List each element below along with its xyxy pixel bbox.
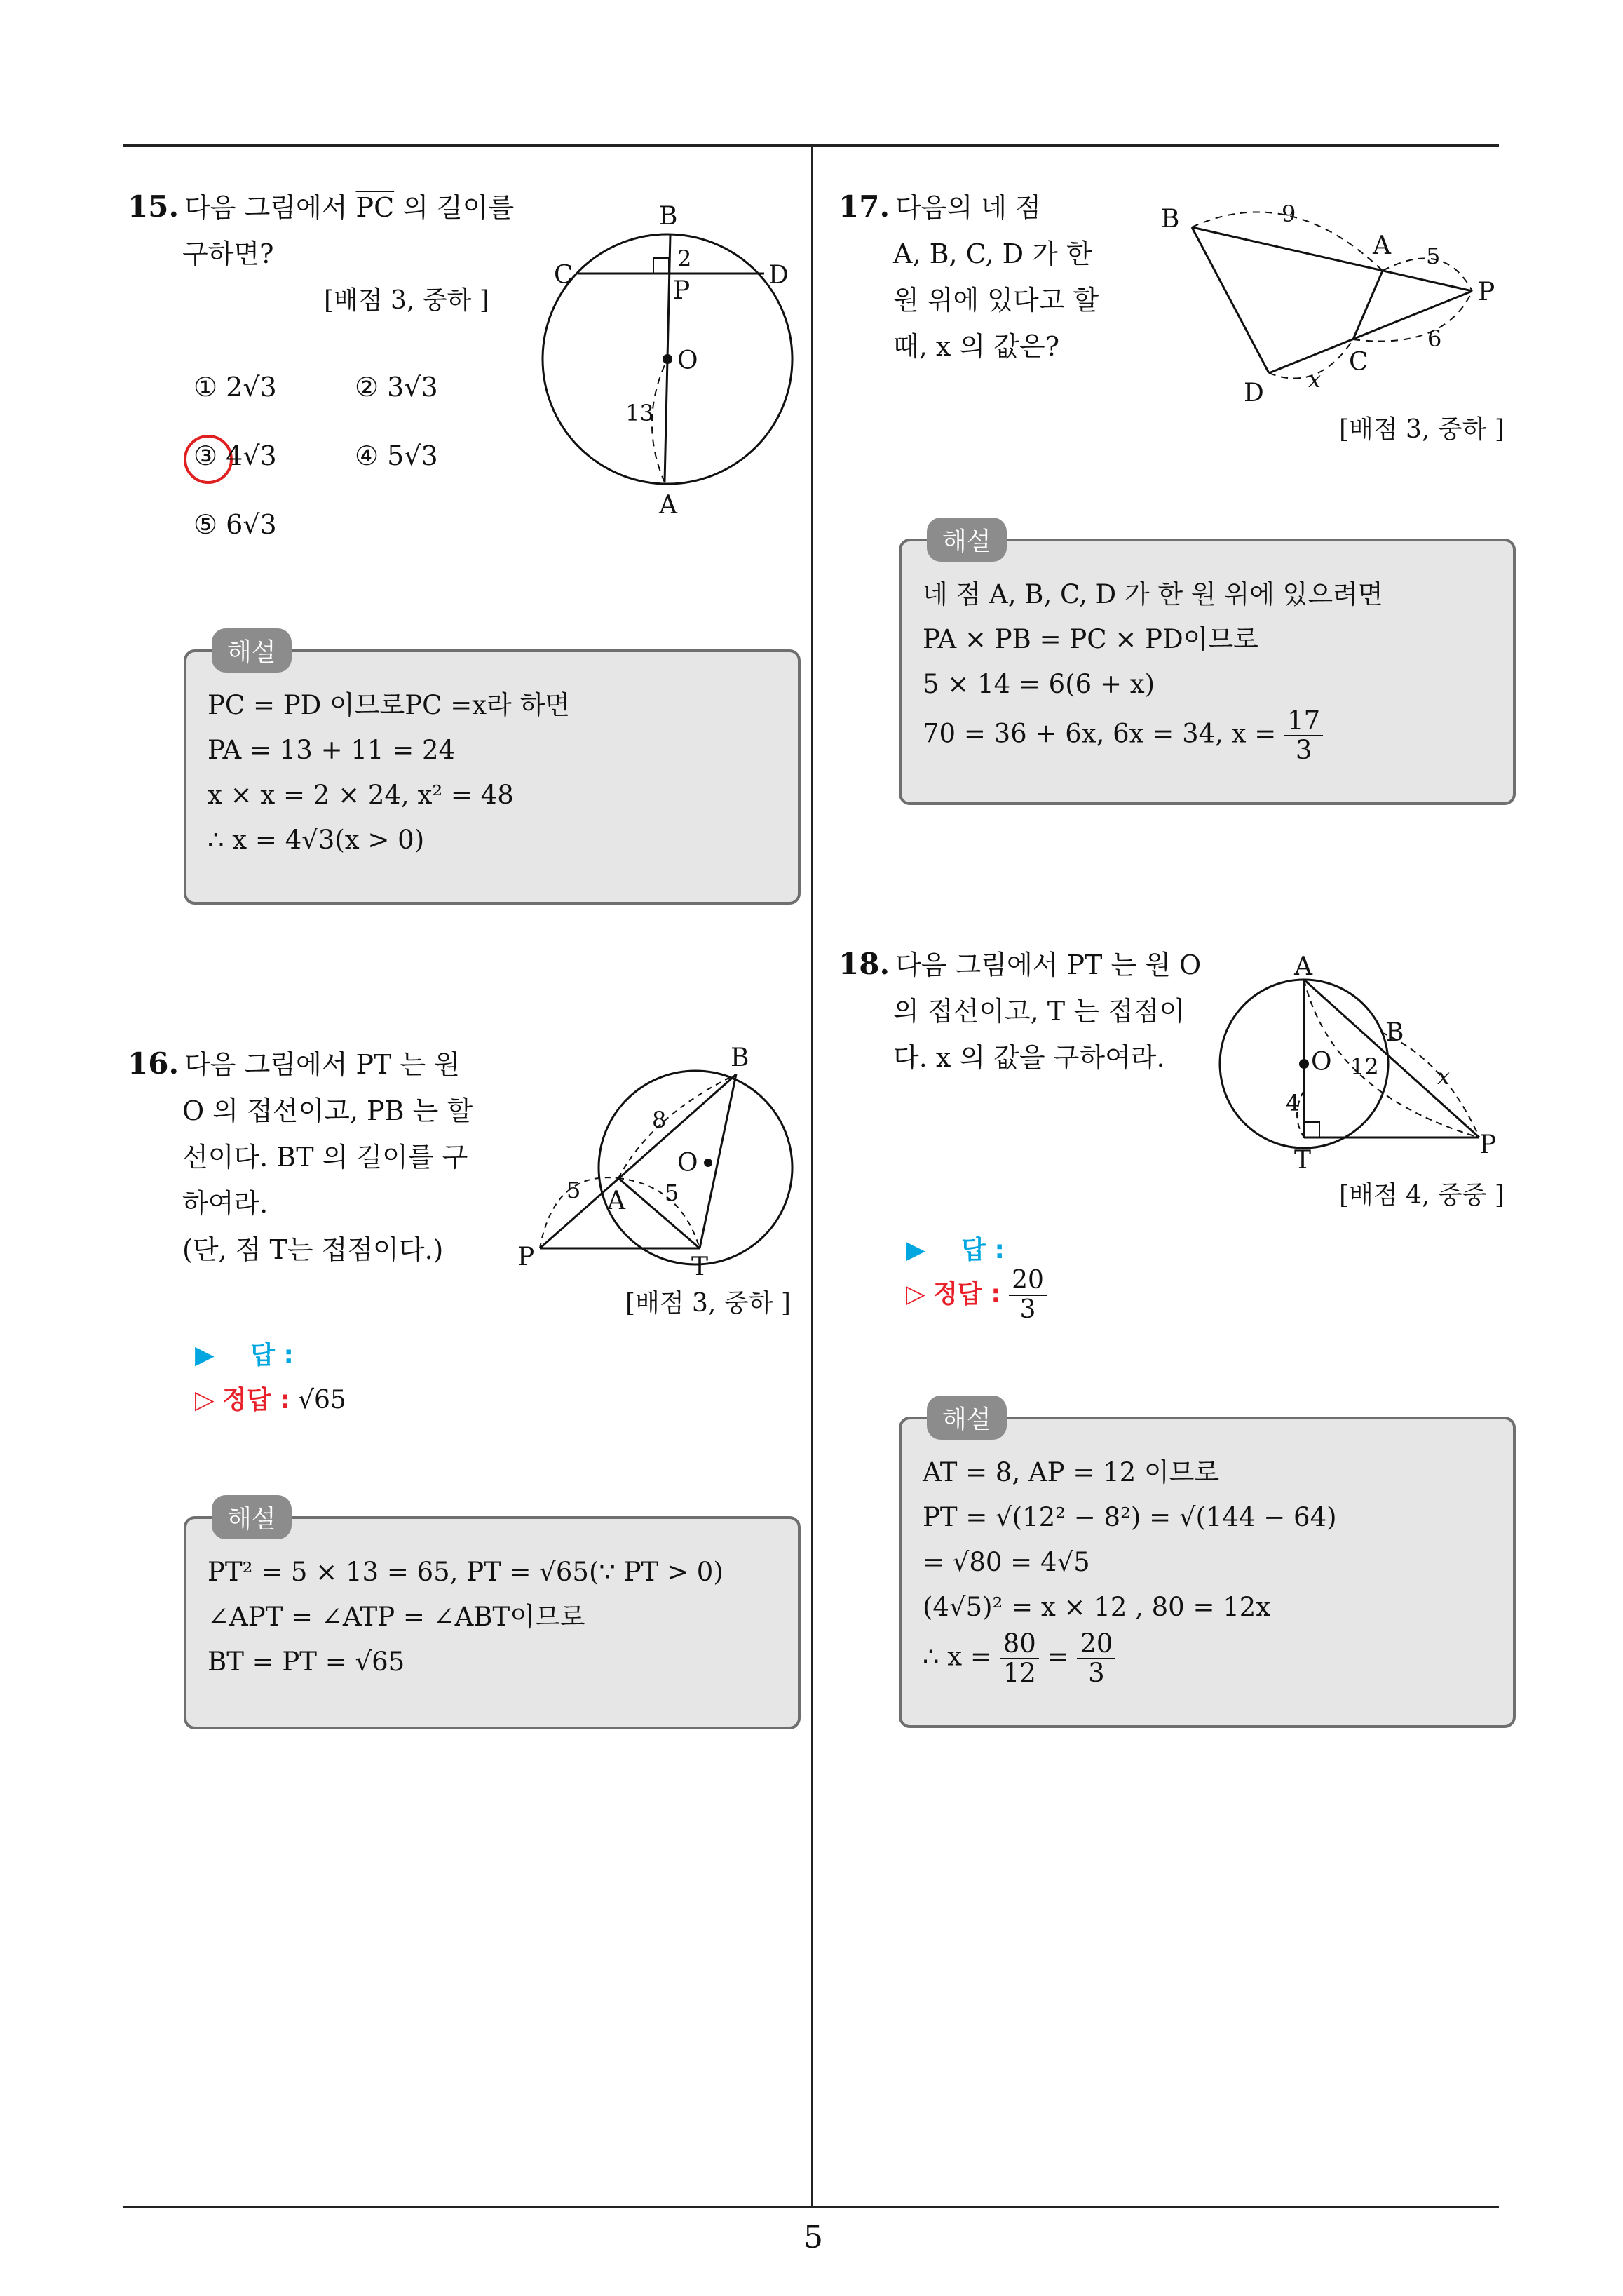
label-D: D [1244,379,1264,407]
choice-4[interactable]: ④ 5√3 [355,440,438,471]
label-P: P [673,276,691,305]
label-A: A [607,1187,625,1215]
label-C: C [554,261,573,290]
score-17: [배점 3, 중하 ] [1339,415,1505,444]
label-A: A [659,491,677,520]
label-O: O [677,346,698,375]
solution-lines: PT² = 5 × 13 = 65, PT = √65(∵ PT > 0) ∠APT = ∠ATP = ∠ABT이므로 BT = PT = √65 [208,1557,724,1677]
length-6: 6 [1427,325,1442,352]
question-15: 15. 다음 그림에서 $\overline{PC}$ 의 길이를 구하면? [128,189,515,269]
outline-play-icon: ▷ [906,1280,925,1309]
length-13: 13 [625,400,654,426]
length-5-at: 5 [665,1180,679,1206]
bottom-rule [123,2206,1499,2208]
length-2: 2 [677,245,692,272]
label-P: P [1478,278,1495,306]
label-D: D [768,261,789,290]
label-O: O [1311,1048,1332,1076]
figure-15 [533,196,813,526]
figure-18 [1213,954,1507,1185]
solution-lines: AT = 8, AP = 12 이므로 PT = √(12² − 8²) = √(144 − 64) = √80 = 4√5 (4√5)² = x × 12 , 80 = 12x ∴ x = $\frac{80}{12}$ = $\frac{20}{3}$ [923,1457,1337,1688]
label-B: B [1161,205,1180,234]
choice-2[interactable]: ② 3√3 [355,372,438,403]
solution-lines: PC = PD 이므로PC =x라 하면 PA = 13 + 11 = 24 x × x = 2 × 24, x² = 48 ∴ x = 4√3(x > 0) [208,690,571,855]
question-17: 17. 다음의 네 점 A, B, C, D 가 한 원 위에 있다고 할 때, x 의 값은? [838,189,1099,362]
figure-16 [512,1045,806,1283]
solution-box-17 [899,527,1516,805]
choice-3[interactable]: ③ 4√3 [193,440,277,471]
page-number: 5 [803,2220,823,2255]
label-T: T [1294,1146,1312,1175]
solution-tag: 해설 [927,518,1007,562]
label-B: B [1385,1018,1404,1047]
question-16: 16. 다음 그림에서 PT 는 원 O 의 접선이고, PB 는 할 선이다. BT 의 길이를 구 하여라. (단, 점 T는 접점이다.) [128,1046,473,1265]
label-A: A [1294,954,1312,981]
label-P: P [517,1243,535,1271]
correct-answer-16: ▷ 정답 : √65 [195,1386,346,1414]
outline-play-icon: ▷ [195,1386,215,1414]
question-18: 18. 다음 그림에서 PT 는 원 O 의 접선이고, T 는 접점이 다. x 의 값을 구하여라. [838,947,1202,1073]
solution-tag: 해설 [212,1495,292,1539]
correct-answer-18: ▷ 정답 : $\frac{20}{3}$ [906,1267,1047,1324]
length-x: x [1308,366,1322,393]
question-number: 18. [838,947,890,981]
solution-tag: 해설 [927,1396,1007,1440]
label-A: A [1373,231,1391,260]
label-T: T [691,1252,709,1281]
fraction: $\frac{17}{3}$ [1284,707,1323,764]
label-P: P [1479,1130,1497,1159]
question-number: 16. [128,1046,179,1081]
label-B: B [659,202,678,231]
score-15: [배점 3, 중하 ] [324,286,489,315]
solution-tag: 해설 [212,628,292,673]
label-C: C [1349,348,1369,377]
choice-1[interactable]: ① 2√3 [193,372,277,403]
solution-box-18 [899,1405,1516,1728]
fraction: $\frac{80}{12}$ [1000,1630,1039,1687]
length-9: 9 [1282,201,1296,227]
play-icon: ▶ [195,1341,215,1370]
length-x: x [1437,1063,1451,1090]
label-B: B [731,1045,749,1072]
answer-line-16: ▶ 답 : [195,1341,294,1370]
score-16: [배점 3, 중하 ] [625,1289,791,1318]
question-number: 15. [128,189,179,224]
solution-lines: 네 점 A, B, C, D 가 한 원 위에 있으려면 PA × PB = PC × PD이므로 5 × 14 = 6(6 + x) 70 = 36 + 6x, 6x = 34, x = $\frac{17}{3}$ [923,579,1383,765]
play-icon: ▶ [906,1236,925,1264]
fraction: $\frac{20}{3}$ [1009,1267,1047,1324]
score-18: [배점 4, 중중 ] [1339,1181,1505,1210]
fraction: $\frac{20}{3}$ [1077,1630,1115,1687]
length-5-pa: 5 [566,1177,581,1203]
solution-box-15 [184,638,801,905]
length-8: 8 [652,1107,667,1133]
figure-17 [1150,196,1514,414]
label-O: O [677,1149,698,1177]
question-number: 17. [838,189,890,224]
length-12: 12 [1350,1053,1379,1080]
choice-5[interactable]: ⑤ 6√3 [193,509,277,540]
solution-box-16 [184,1505,801,1729]
length-5: 5 [1426,243,1441,269]
length-4: 4 [1286,1090,1301,1116]
answer-line-18: ▶ 답 : [906,1236,1005,1264]
